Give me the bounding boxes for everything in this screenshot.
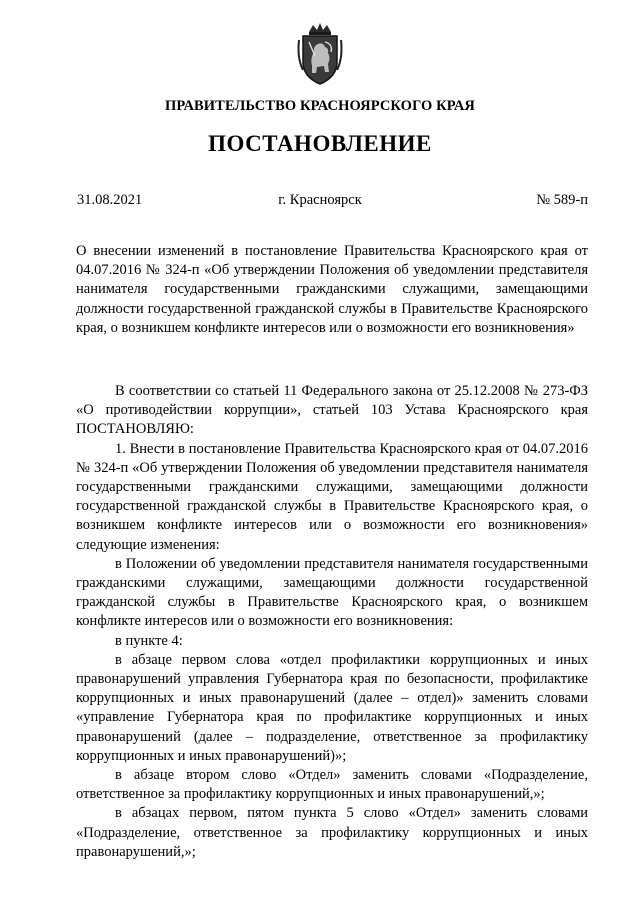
body-paragraph: 1. Внести в постановление Правительства Красноярского края от 04.07.2016 № 324-п «Об утверждении Положения об уведомлении представителя нанимателя государственными гражданскими служащими, замещающими должности государственной гражданской службы в Правительстве Красноярского края, о возникшем конфликте интересов или о возможности его возникновения» следующие изменения: [76, 440, 588, 553]
title-text: О внесении изменений в постановление Правительства Красноярского края от 04.07.2016 № 324-п «Об утверждении Положения об уведомлении представителя нанимателя государственными гражданскими служащими, замещающими должности государственной гражданской службы в Правительстве Красноярского края, о возникшем конфликте интересов или о возможности его возникновения» [76, 243, 588, 336]
body-paragraph: В соответствии со статьей 11 Федерального закона от 25.12.2008 № 273-ФЗ «О противодействии коррупции», статьей 103 Устава Красноярского края ПОСТАНОВЛЯЮ: [76, 383, 588, 438]
document-number: № 589-п [536, 192, 588, 208]
government-name: ПРАВИТЕЛЬСТВО КРАСНОЯРСКОГО КРАЯ [164, 98, 475, 114]
body-paragraph: в абзаце первом слова «отдел профилактики коррупционных и иных правонарушений управления Губернатора края по безопасности, профилактике коррупционных и иных правонарушений (далее – отдел)» заменить словами «управление Губернатора края по профилактике коррупционных и иных правонарушений (далее – подразделение, ответственное за профилактику коррупционных и иных правонарушений)»; [76, 651, 588, 764]
coat-of-arms-icon [295, 22, 345, 86]
body-paragraph: в Положении об уведомлении представителя нанимателя государственными гражданскими служащими, замещающими должности государственной гражданской службы в Правительстве Красноярского края, о возникшем конфликте интересов или о возможности его возникновения: [76, 555, 588, 630]
document-type: ПОСТАНОВЛЕНИЕ [208, 131, 432, 156]
document-date: 31.08.2021 [77, 192, 143, 208]
document-title [76, 242, 588, 338]
body-paragraph: в абзацах первом, пятом пункта 5 слово «Отдел» заменить словами «Подразделение, ответственное за профилактику коррупционных и иных правонарушений,»; [76, 805, 588, 860]
body-paragraph: в абзаце втором слово «Отдел» заменить словами «Подразделение, ответственное за профилактику коррупционных и иных правонарушений,»; [76, 767, 588, 803]
body-paragraph: в пункте 4: [115, 632, 183, 649]
document-body [76, 382, 588, 862]
document-city: г. Красноярск [278, 192, 362, 208]
